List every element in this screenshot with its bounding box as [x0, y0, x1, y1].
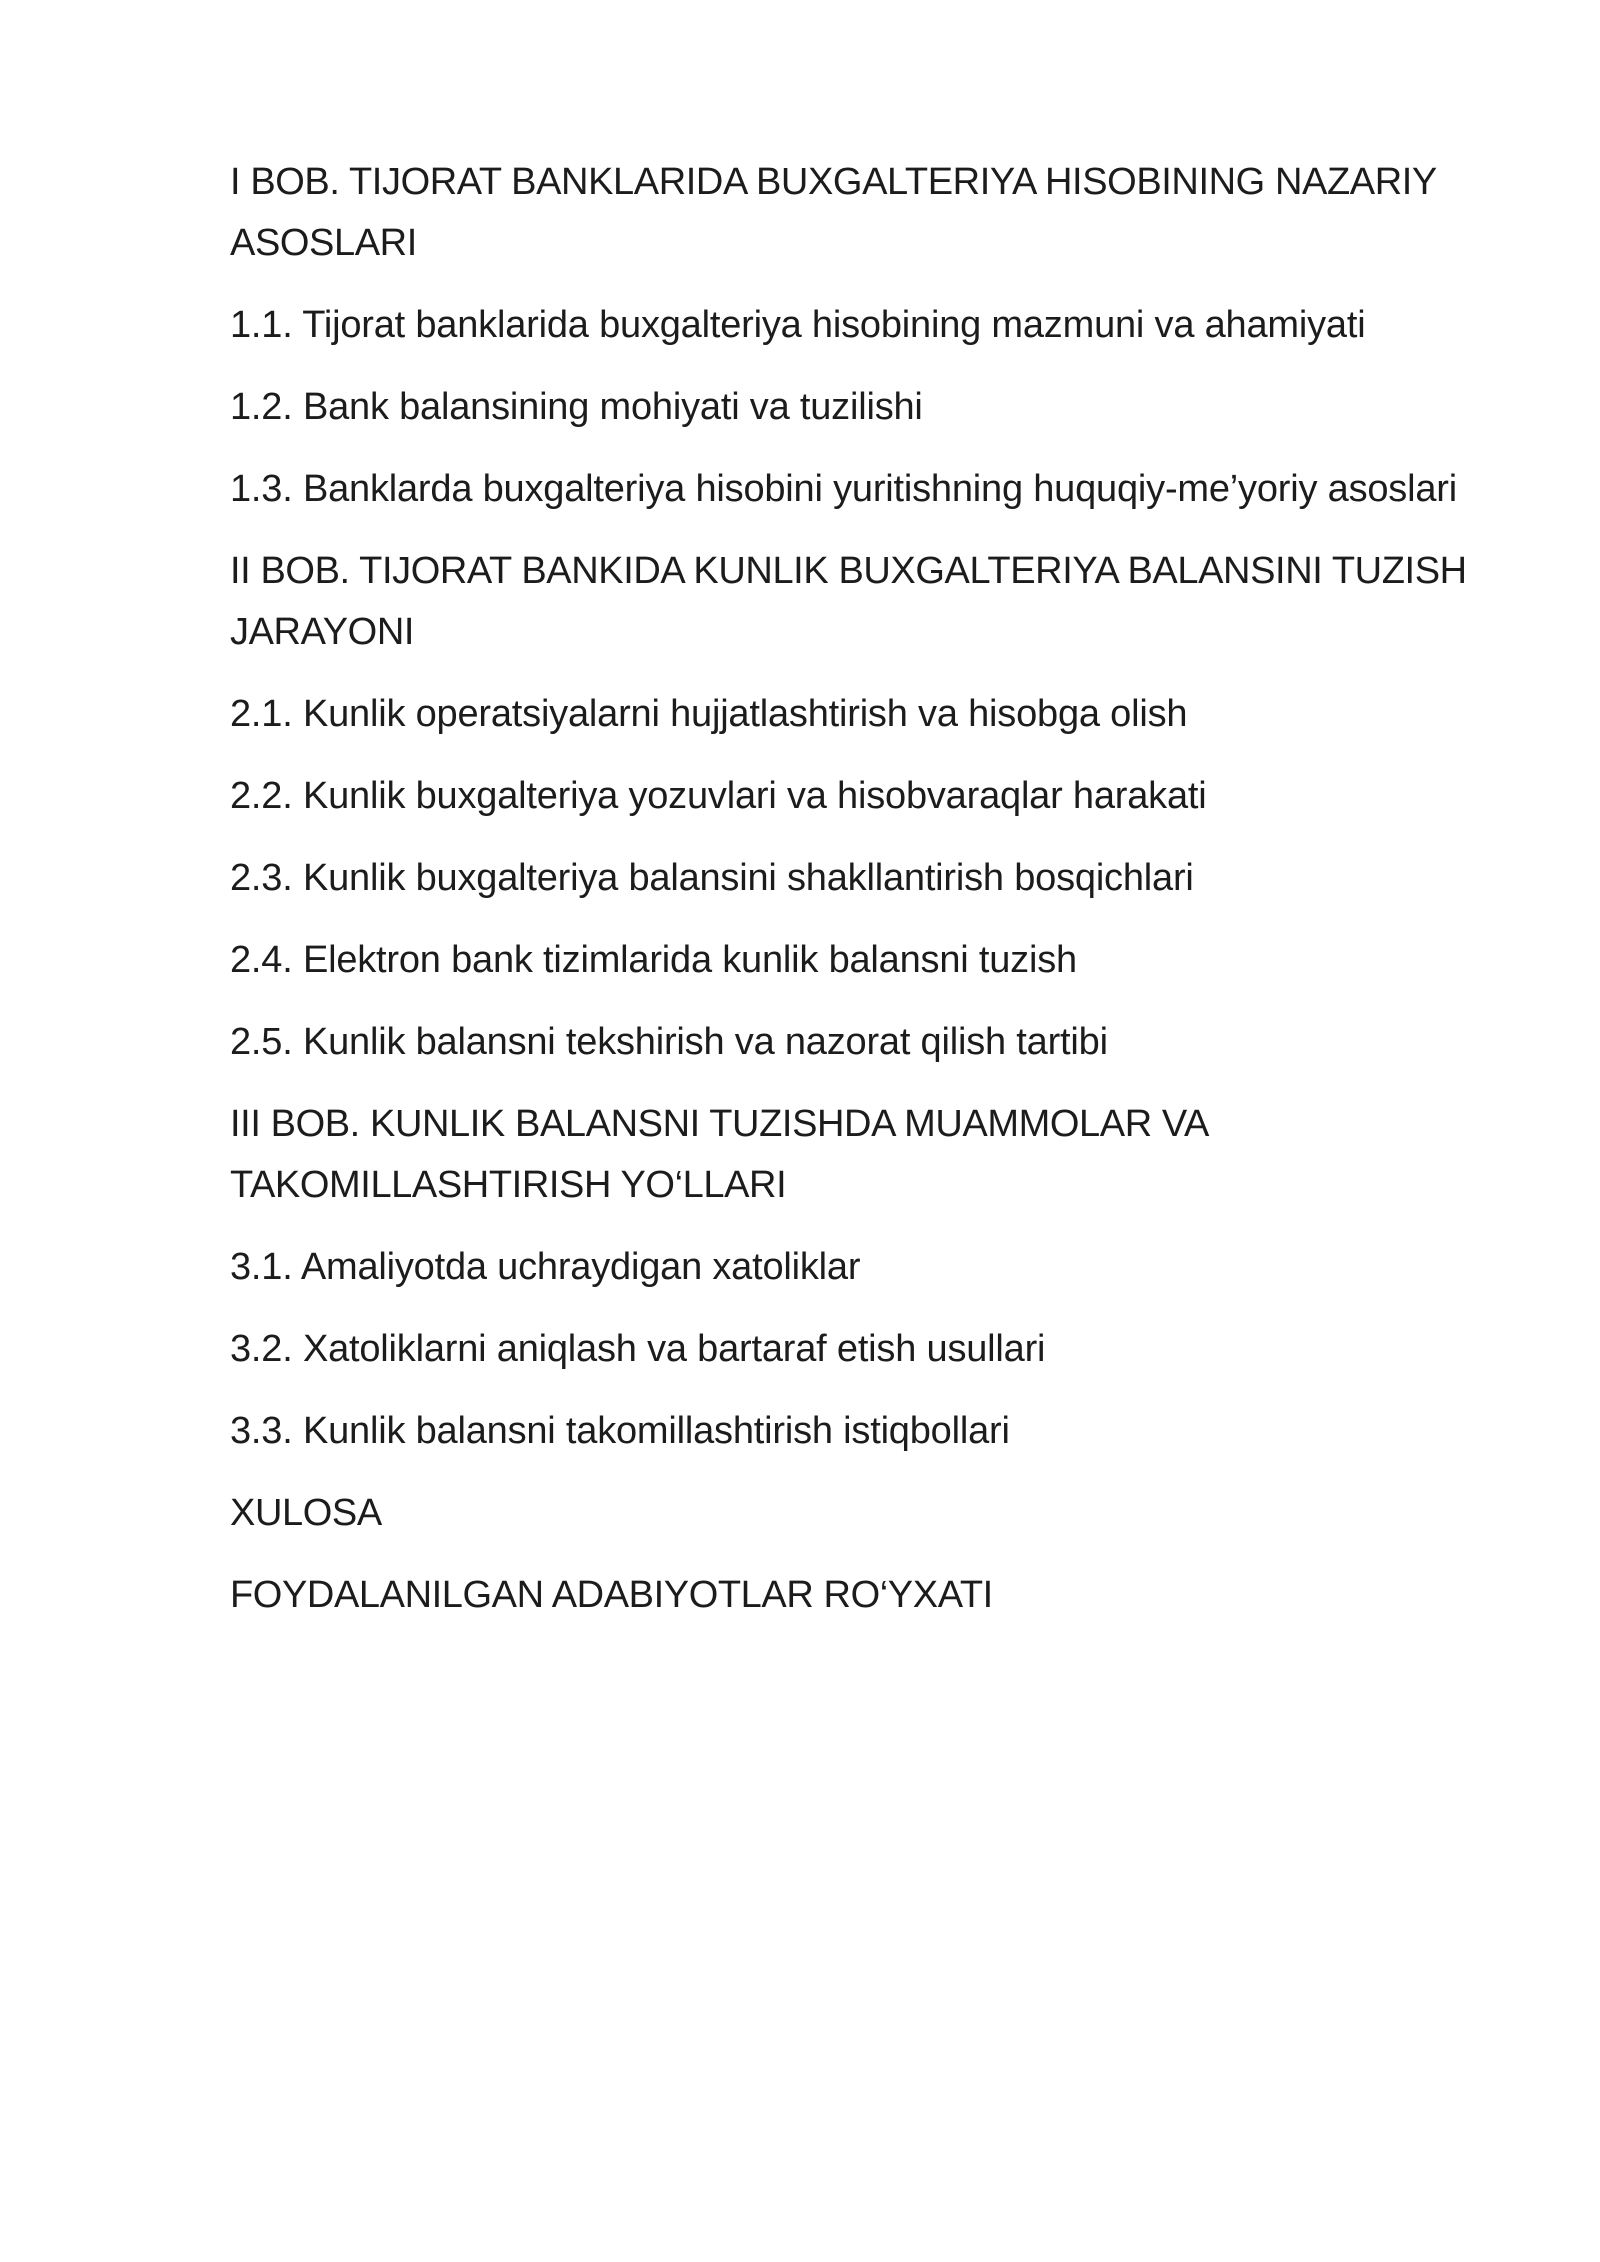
toc-section-1-1: 1.1. Tijorat banklarida buxgalteriya hisobining mazmuni va ahamiyati	[230, 304, 1366, 346]
toc-chapter-1: I BOB. TIJORAT BANKLARIDA BUXGALTERIYA HISOBINING NAZARIY ASOSLARI	[230, 161, 1437, 264]
toc-section-3-3: 3.3. Kunlik balansni takomillashtirish istiqbollari	[230, 1410, 1010, 1452]
table-of-contents	[230, 152, 1470, 1647]
toc-section-1-3: 1.3. Banklarda buxgalteriya hisobini yuritishning huquqiy-me’yoriy asoslari	[230, 468, 1457, 510]
toc-section-2-3: 2.3. Kunlik buxgalteriya balansini shakllantirish bosqichlari	[230, 857, 1194, 899]
toc-section-2-1: 2.1. Kunlik operatsiyalarni hujjatlashtirish va hisobga olish	[230, 693, 1188, 735]
toc-section-3-2: 3.2. Xatoliklarni aniqlash va bartaraf etish usullari	[230, 1328, 1046, 1370]
toc-section-2-2: 2.2. Kunlik buxgalteriya yozuvlari va hisobvaraqlar harakati	[230, 775, 1207, 817]
toc-chapter-2: II BOB. TIJORAT BANKIDA KUNLIK BUXGALTERIYA BALANSINI TUZISH JARAYONI	[230, 550, 1467, 653]
toc-references: FOYDALANILGAN ADABIYOTLAR RO‘YXATI	[230, 1574, 993, 1616]
toc-section-2-4: 2.4. Elektron bank tizimlarida kunlik balansni tuzish	[230, 939, 1077, 981]
toc-section-2-5: 2.5. Kunlik balansni tekshirish va nazorat qilish tartibi	[230, 1021, 1108, 1063]
toc-section-1-2: 1.2. Bank balansining mohiyati va tuzilishi	[230, 386, 923, 428]
toc-chapter-3: III BOB. KUNLIK BALANSNI TUZISHDA MUAMMOLAR VA TAKOMILLASHTIRISH YO‘LLARI	[230, 1103, 1207, 1206]
toc-conclusion: XULOSA	[230, 1492, 382, 1534]
toc-section-3-1: 3.1. Amaliyotda uchraydigan xatoliklar	[230, 1246, 861, 1288]
